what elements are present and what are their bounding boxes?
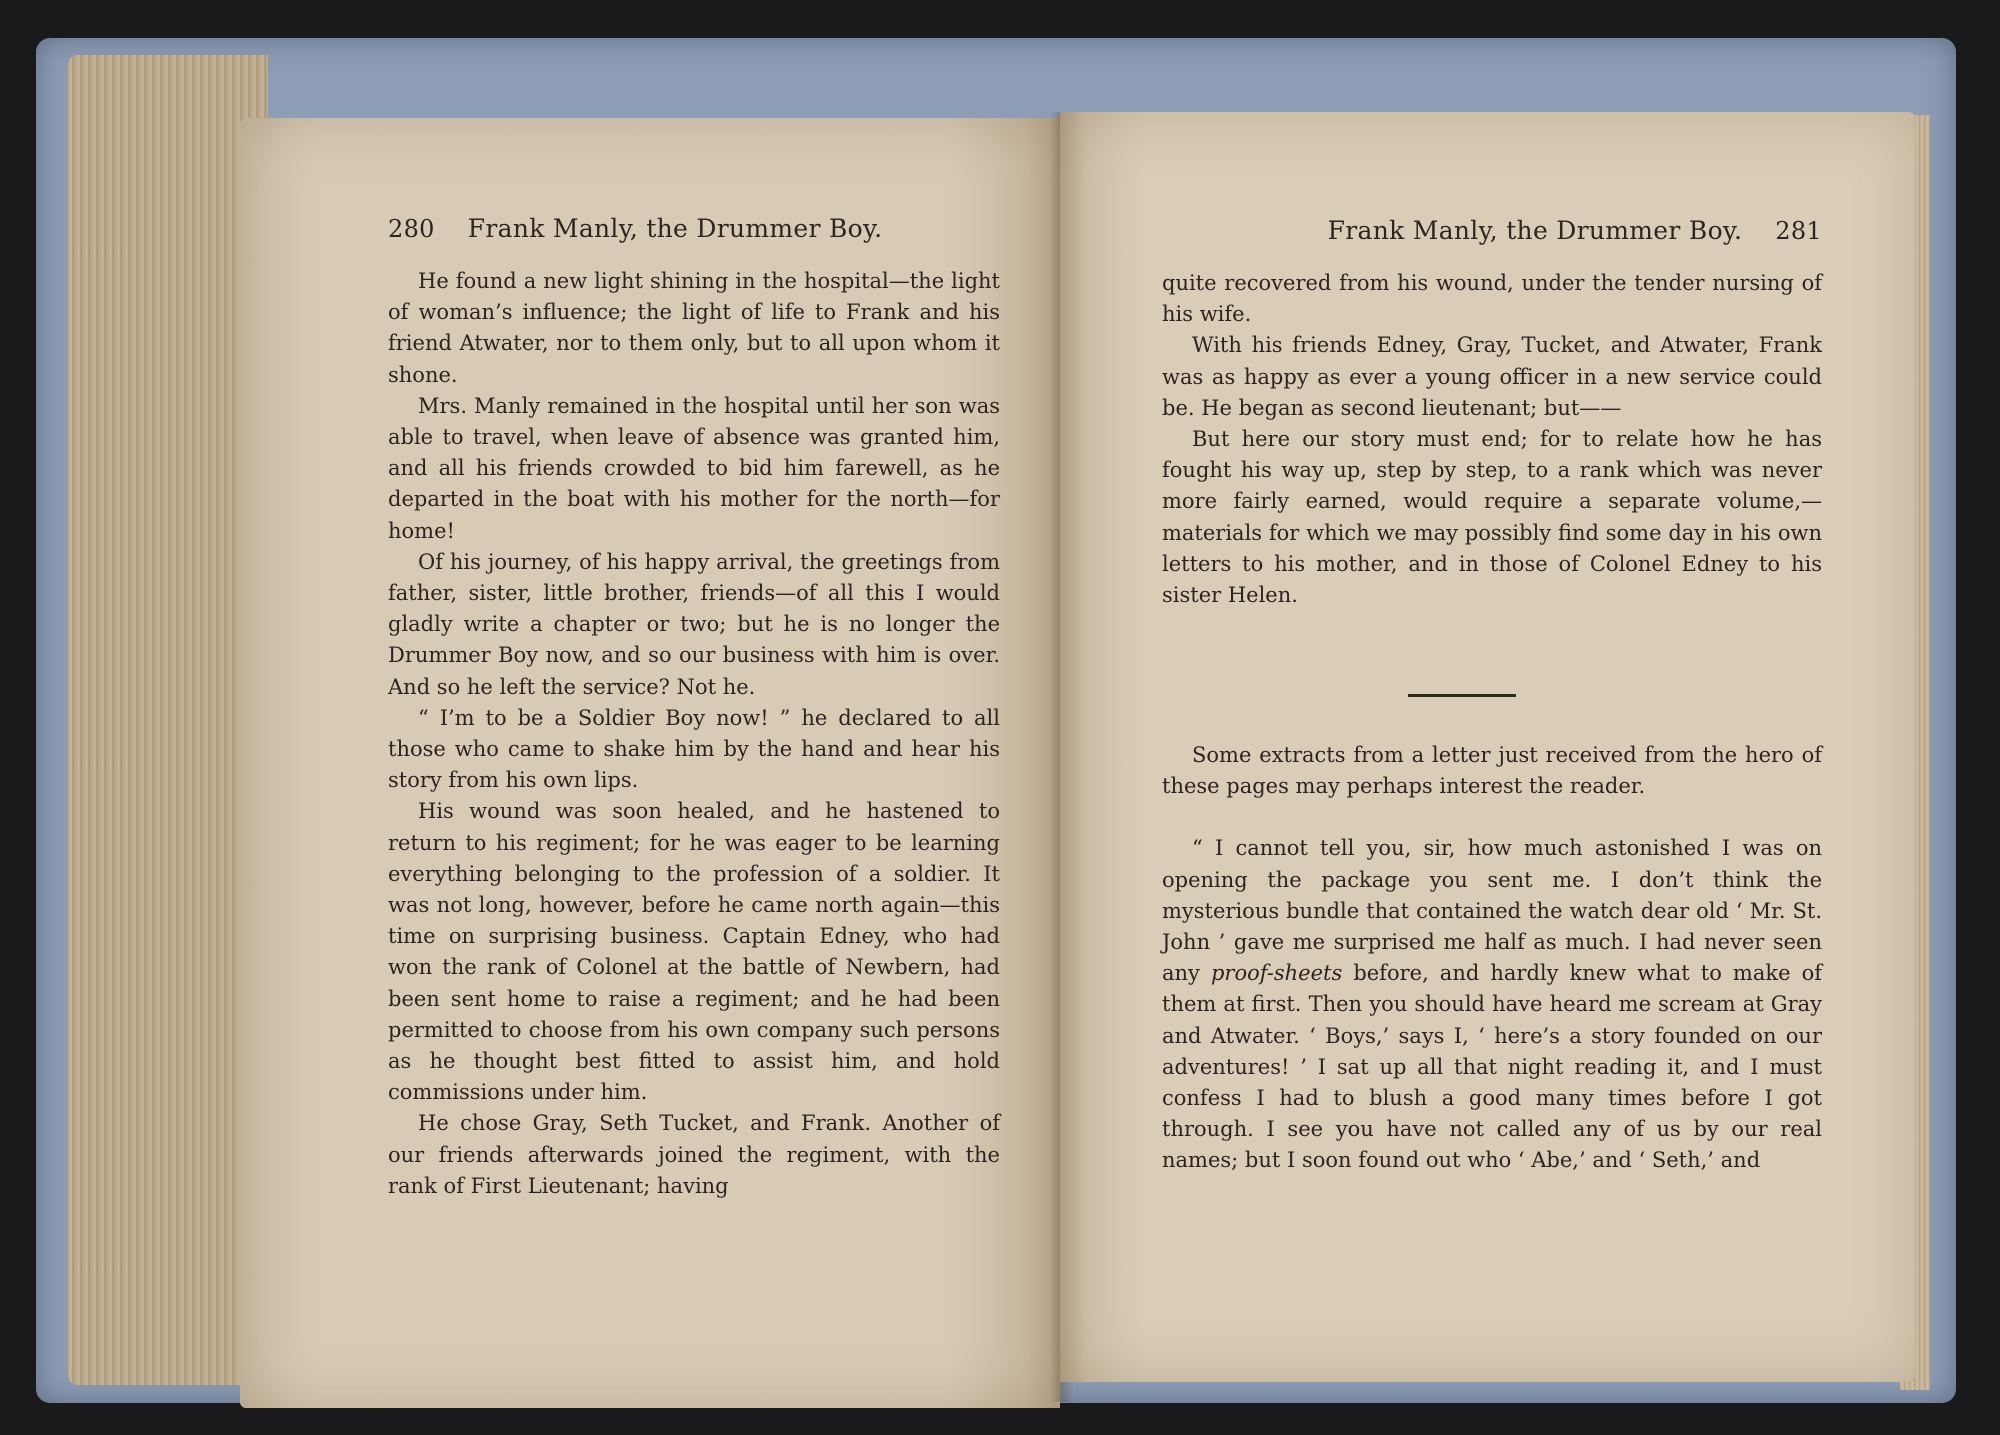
paragraph: But here our story must end; for to relate how he has fought his way up, step by step, to a rank which was never more fairly earned, would require a separate volume,—materials for which we may possibly find some day in his own letters to his mother, and in those of Colonel Edney to his sister Helen.	[1162, 427, 1822, 608]
right-page	[1060, 112, 1915, 1382]
paragraph: “ I’m to be a Soldier Boy now! ” he declared to all those who came to shake him by the hand and hear his story from his own lips.	[388, 705, 1000, 793]
left-page-body	[388, 266, 1000, 1202]
right-page-body-bottom	[1162, 740, 1822, 1177]
paragraph: He found a new light shining in the hospital—the light of woman’s influence; the light of life to Frank and his friend Atwater, nor to them only, but to all upon whom it shone.	[388, 269, 1000, 387]
paragraph: His wound was soon healed, and he hastened to return to his regiment; for he was eager to be learning everything belonging to the profession of a soldier. It was not long, however, before he came north again—this time on surprising business. Captain Edney, who had won the rank of Colonel at the battle of Newbern, had been sent home to raise a regiment; and he had been permitted to choose from his own company such persons as he thought best fitted to assist him, and hold commissions under him.	[388, 799, 1000, 1105]
left-page-number: 280	[388, 215, 435, 243]
paragraph-gap	[1162, 802, 1822, 833]
left-page	[240, 118, 1060, 1408]
left-running-header	[388, 214, 882, 243]
section-rule	[1408, 694, 1516, 697]
paragraph: He chose Gray, Seth Tucket, and Frank. Another of our friends afterwards joined the regiment, with the rank of First Lieutenant; having	[388, 1111, 1000, 1198]
letter-emphasis: proof-sheets	[1210, 961, 1343, 986]
right-page-number: 281	[1775, 217, 1822, 245]
paragraph: With his friends Edney, Gray, Tucket, and Atwater, Frank was as happy as ever a young officer in a new service could be. He began as second lieutenant; but——	[1162, 333, 1822, 420]
right-running-header	[1244, 216, 1822, 245]
left-page-edges	[68, 55, 268, 1385]
letter-text: “ I cannot tell you, sir, how much astonished I was on opening the package you sent me. I don’t think the mysterious bundle that contained the watch dear old ‘ Mr. St. John ’ gave me surprised me half as much. I had never seen any	[1162, 836, 1822, 986]
paragraph: Some extracts from a letter just received from the hero of these pages may perhaps interest the reader.	[1162, 743, 1822, 799]
letter-paragraph	[1162, 833, 1822, 1176]
letter-text-continued: before, and hardly knew what to make of them at first. Then you should have heard me scream at Gray and Atwater. ‘ Boys,’ says I, ‘ here’s a story founded on our adventures! ’ I sat up all that night reading it, and I must confess I had to blush a good many times before I got through. I see you have not called any of us by our real names; but I soon found out who ‘ Abe,’ and ‘ Seth,’ and	[1162, 961, 1822, 1173]
paragraph: quite recovered from his wound, under the tender nursing of his wife.	[1162, 271, 1822, 327]
paragraph: Of his journey, of his happy arrival, the greetings from father, sister, little brother, friends—of all this I would gladly write a chapter or two; but he is no longer the Drummer Boy now, and so our business with him is over. And so he left the service? Not he.	[388, 549, 1000, 699]
right-running-head: Frank Manly, the Drummer Boy.	[1327, 216, 1743, 245]
left-running-head: Frank Manly, the Drummer Boy.	[467, 214, 883, 243]
right-page-body-top	[1162, 268, 1822, 611]
paragraph: Mrs. Manly remained in the hospital until her son was able to travel, when leave of absence was granted him, and all his friends crowded to bid him farewell, as he departed in the boat with his mother for the north—for home!	[388, 393, 1000, 543]
